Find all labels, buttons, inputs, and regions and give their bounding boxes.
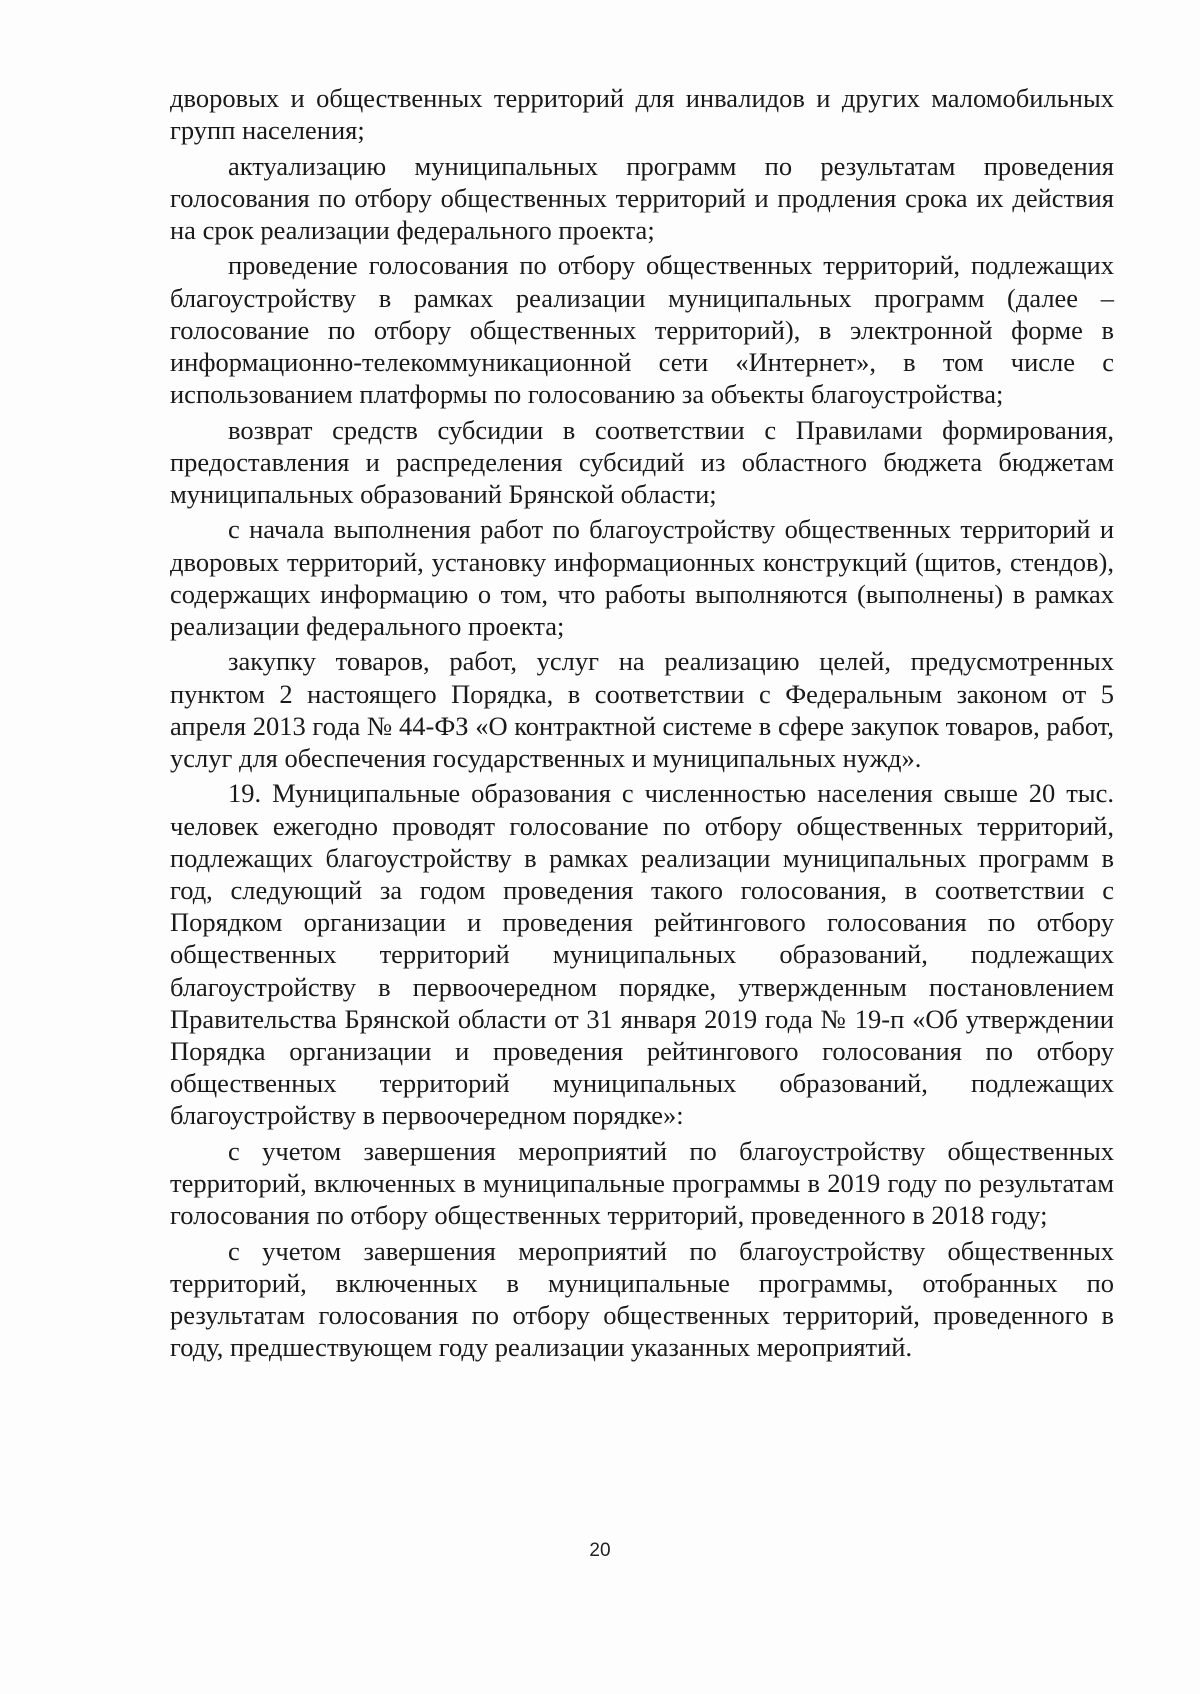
paragraph-online-voting: проведение голосования по отбору общественных территорий, подлежащих благоустройству в рамках реализации муниципальных программ (далее – голосование по отбору общественных территорий), в электронной форме в информационно-телекоммуникационной сети «Интернет», в том числе с использованием платформы по голосованию за объекты благоустройства; <box>170 250 1114 410</box>
document-body <box>170 82 1114 1367</box>
paragraph-prior-year-completion: с учетом завершения мероприятий по благоустройству общественных территорий, включенных в муниципальные программы, отобранных по результатам голосования по отбору общественных территорий, проведенного в году, предшествующем году реализации указанных мероприятий. <box>170 1235 1114 1363</box>
paragraph-procurement: закупку товаров, работ, услуг на реализацию целей, предусмотренных пунктом 2 настоящего Порядка, в соответствии с Федеральным законом от 5 апреля 2013 года № 44-ФЗ «О контрактной системе в сфере закупок товаров, работ, услуг для обеспечения государственных и муниципальных нужд». <box>170 646 1114 773</box>
paragraph-subsidy-return: возврат средств субсидии в соответствии с Правилами формирования, предоставления и распределения субсидий из областного бюджета бюджетам муниципальных образований Брянской области; <box>170 414 1114 509</box>
paragraph-program-update: актуализацию муниципальных программ по результатам проведения голосования по отбору общественных территорий и продления срока их действия на срок реализации федерального проекта; <box>170 150 1114 245</box>
paragraph-2019-completion: с учетом завершения мероприятий по благоустройству общественных территорий, включенных в муниципальные программы в 2019 году по результатам голосования по отбору общественных территорий, проведенного в 2018 году; <box>170 1135 1114 1231</box>
page-number: 20 <box>589 1540 611 1561</box>
paragraph-item-19: 19. Муниципальные образования с численностью населения свыше 20 тыс. человек ежегодно проводят голосование по отбору общественных территорий, подлежащих благоустройству в рамках реализации муниципальных программ в год, следующий за годом проведения такого голосования, в соответствии с Порядком организации и проведения рейтингового голосования по отбору общественных территорий муниципальных образований, подлежащих благоустройству в первоочередном порядке, утвержденным постановлением Правительства Брянской области от 31 января 2019 года № 19-п «Об утверждении Порядка организации и проведения рейтингового голосования по отбору общественных территорий муниципальных образований, подлежащих благоустройству в первоочередном порядке»: <box>170 778 1114 1131</box>
paragraph-continuation: дворовых и общественных территорий для инвалидов и других маломобильных групп населения; <box>170 83 1114 146</box>
paragraph-info-stands: с начала выполнения работ по благоустройству общественных территорий и дворовых территорий, установку информационных конструкций (щитов, стендов), содержащих информацию о том, что работы выполняются (выполнены) в рамках реализации федерального проекта; <box>170 514 1114 641</box>
